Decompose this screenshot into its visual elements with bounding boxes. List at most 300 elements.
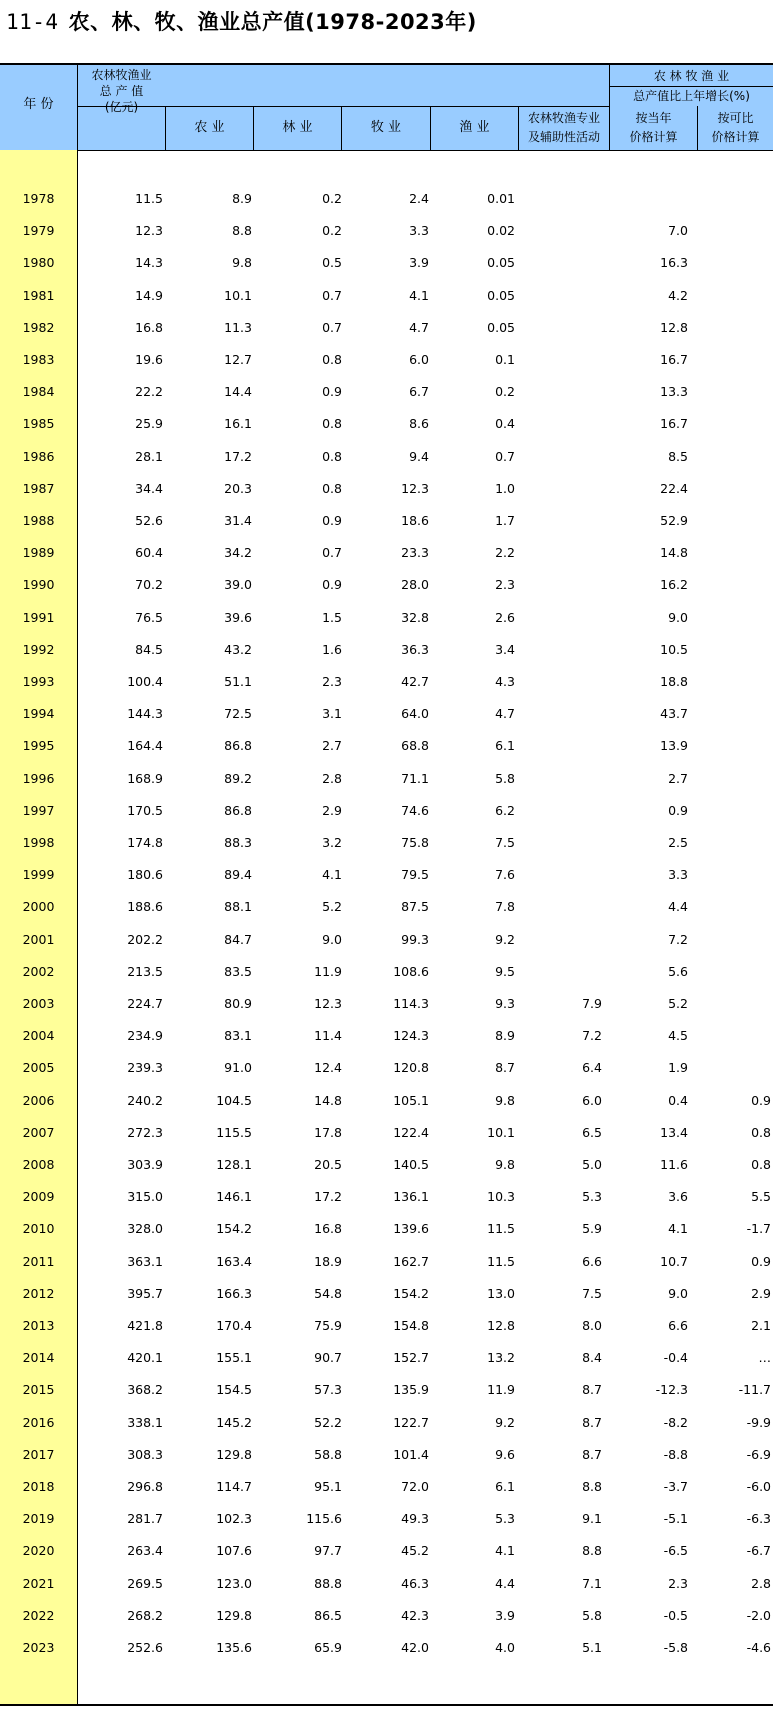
cell-total: 239.3 <box>127 1060 163 1076</box>
cell-serv: 5.0 <box>582 1157 602 1172</box>
cell-agri: 8.8 <box>232 223 252 239</box>
cell-comp: 0.8 <box>751 1124 771 1140</box>
cell-year: 2017 <box>22 1446 55 1462</box>
cell-forest: 3.1 <box>322 706 342 722</box>
table-row <box>0 1570 773 1602</box>
cell-forest: 11.9 <box>314 963 342 979</box>
table-row <box>0 797 773 829</box>
cell-total: 12.3 <box>135 223 163 239</box>
cell-total: 164.4 <box>127 738 163 754</box>
table-row <box>0 314 773 346</box>
cell-year: 2015 <box>22 1382 55 1398</box>
cell-year: 1985 <box>22 416 55 432</box>
cell-agri: 155.1 <box>216 1350 252 1366</box>
cell-year: 2004 <box>22 1028 55 1044</box>
cell-agri: 170.4 <box>216 1318 252 1333</box>
table-row <box>0 1344 773 1376</box>
cell-year: 2014 <box>22 1350 55 1366</box>
cell-curr: -0.5 <box>663 1607 688 1623</box>
cell-curr: 18.8 <box>660 674 688 689</box>
cell-year: 1980 <box>22 255 55 271</box>
cell-agri: 86.8 <box>224 802 252 818</box>
cell-curr: 9.0 <box>668 1285 688 1301</box>
cell-curr: 22.4 <box>660 480 688 496</box>
cell-serv: 5.1 <box>582 1640 602 1655</box>
cell-year: 2001 <box>22 931 55 947</box>
cell-year: 1996 <box>22 770 55 786</box>
table-row <box>0 1441 773 1473</box>
table-row <box>0 636 773 668</box>
cell-year: 2019 <box>22 1511 55 1527</box>
table-row <box>0 1022 773 1054</box>
cell-curr: 13.4 <box>660 1124 688 1140</box>
cell-year: 2022 <box>22 1607 55 1623</box>
table-row <box>0 346 773 378</box>
cell-fish: 12.8 <box>487 1318 515 1333</box>
cell-animal: 74.6 <box>401 802 429 818</box>
cell-agri: 14.4 <box>224 384 252 400</box>
cell-forest: 0.8 <box>322 416 342 432</box>
cell-year: 1997 <box>22 802 55 818</box>
header-forestry: 林 业 <box>282 120 313 135</box>
cell-curr: 4.2 <box>668 287 688 303</box>
cell-curr: -12.3 <box>655 1382 688 1398</box>
cell-animal: 162.7 <box>393 1253 429 1269</box>
cell-forest: 3.2 <box>322 835 342 850</box>
cell-serv: 7.1 <box>582 1575 602 1591</box>
cell-forest: 1.6 <box>322 641 342 657</box>
cell-animal: 42.3 <box>401 1607 429 1623</box>
cell-animal: 135.9 <box>393 1382 429 1398</box>
cell-animal: 49.3 <box>401 1511 429 1527</box>
cell-year: 2002 <box>22 963 55 979</box>
cell-animal: 42.0 <box>401 1640 429 1655</box>
cell-fish: 9.2 <box>495 931 515 947</box>
cell-fish: 11.5 <box>487 1221 515 1237</box>
cell-fish: 0.05 <box>487 319 515 335</box>
cell-curr: -0.4 <box>663 1350 688 1366</box>
cell-agri: 72.5 <box>224 706 252 722</box>
cell-year: 2016 <box>22 1414 55 1430</box>
cell-comp: -2.0 <box>746 1607 771 1623</box>
cell-animal: 108.6 <box>393 963 429 979</box>
cell-animal: 4.1 <box>409 287 429 303</box>
cell-curr: 8.5 <box>668 448 688 464</box>
cell-animal: 3.3 <box>409 223 429 239</box>
cell-fish: 0.05 <box>487 255 515 271</box>
table-row <box>0 571 773 603</box>
cell-agri: 91.0 <box>224 1060 252 1076</box>
cell-total: 19.6 <box>135 352 163 367</box>
cell-total: 28.1 <box>135 448 163 464</box>
cell-curr: 4.4 <box>668 899 688 915</box>
cell-agri: 135.6 <box>216 1640 252 1655</box>
cell-curr: 2.5 <box>668 835 688 850</box>
cell-agri: 102.3 <box>216 1511 252 1527</box>
cell-curr: 7.2 <box>668 931 688 947</box>
table-row <box>0 1537 773 1569</box>
cell-curr: 14.8 <box>660 545 688 561</box>
cell-animal: 154.8 <box>393 1318 429 1333</box>
cell-fish: 6.1 <box>495 738 515 754</box>
cell-fish: 6.2 <box>495 802 515 818</box>
cell-animal: 12.3 <box>401 480 429 496</box>
cell-year: 2018 <box>22 1479 55 1494</box>
cell-total: 168.9 <box>127 770 163 786</box>
table-row <box>0 732 773 764</box>
cell-year: 1978 <box>22 191 55 206</box>
cell-curr: 11.6 <box>660 1157 688 1172</box>
cell-agri: 86.8 <box>224 738 252 754</box>
cell-animal: 136.1 <box>393 1189 429 1205</box>
cell-forest: 5.2 <box>322 899 342 915</box>
cell-total: 328.0 <box>127 1221 163 1237</box>
cell-serv: 8.8 <box>582 1479 602 1494</box>
cell-fish: 9.8 <box>495 1157 515 1172</box>
cell-year: 1979 <box>22 223 55 239</box>
cell-forest: 0.8 <box>322 448 342 464</box>
cell-agri: 51.1 <box>224 674 252 689</box>
cell-agri: 115.5 <box>216 1124 252 1140</box>
cell-curr: 5.6 <box>668 963 688 979</box>
cell-total: 34.4 <box>135 480 163 496</box>
table-row <box>0 443 773 475</box>
cell-fish: 11.5 <box>487 1253 515 1269</box>
cell-agri: 80.9 <box>224 996 252 1011</box>
cell-fish: 2.2 <box>495 545 515 561</box>
table-row <box>0 249 773 281</box>
cell-curr: 6.6 <box>668 1318 688 1333</box>
cell-total: 296.8 <box>127 1479 163 1494</box>
cell-curr: 4.1 <box>668 1221 688 1237</box>
cell-fish: 4.3 <box>495 674 515 689</box>
cell-animal: 114.3 <box>393 996 429 1011</box>
cell-total: 272.3 <box>127 1124 163 1140</box>
cell-total: 188.6 <box>127 899 163 915</box>
cell-agri: 123.0 <box>216 1575 252 1591</box>
table-row <box>0 765 773 797</box>
cell-year: 1982 <box>22 319 55 335</box>
table-row <box>0 1473 773 1505</box>
cell-fish: 0.01 <box>487 191 515 206</box>
cell-forest: 14.8 <box>314 1092 342 1108</box>
cell-total: 234.9 <box>127 1028 163 1044</box>
cell-animal: 122.4 <box>393 1124 429 1140</box>
cell-fish: 9.3 <box>495 996 515 1011</box>
table-row <box>0 829 773 861</box>
cell-total: 420.1 <box>127 1350 163 1366</box>
header-growth: 农 林 牧 渔 业 总产值比上年增长(%) <box>633 69 750 103</box>
cell-fish: 7.5 <box>495 835 515 850</box>
cell-curr: -5.8 <box>663 1640 688 1655</box>
cell-agri: 20.3 <box>224 480 252 496</box>
cell-total: 70.2 <box>135 577 163 593</box>
cell-fish: 3.4 <box>495 641 515 657</box>
cell-forest: 2.8 <box>322 770 342 786</box>
cell-animal: 3.9 <box>409 255 429 271</box>
cell-serv: 8.7 <box>582 1446 602 1462</box>
cell-curr: 0.9 <box>668 802 688 818</box>
cell-animal: 6.0 <box>409 352 429 367</box>
cell-fish: 7.8 <box>495 899 515 915</box>
cell-fish: 2.3 <box>495 577 515 593</box>
cell-total: 202.2 <box>127 931 163 947</box>
cell-comp: 0.9 <box>751 1253 771 1269</box>
cell-total: 11.5 <box>135 191 163 206</box>
cell-agri: 34.2 <box>224 545 252 561</box>
cell-curr: 13.9 <box>660 738 688 754</box>
cell-curr: 3.6 <box>668 1189 688 1205</box>
cell-total: 240.2 <box>127 1092 163 1108</box>
cell-animal: 28.0 <box>401 577 429 593</box>
cell-total: 269.5 <box>127 1575 163 1591</box>
cell-animal: 139.6 <box>393 1221 429 1237</box>
table-row <box>0 410 773 442</box>
cell-forest: 12.3 <box>314 996 342 1011</box>
cell-animal: 2.4 <box>409 191 429 206</box>
cell-comp: 2.8 <box>751 1575 771 1591</box>
cell-agri: 12.7 <box>224 352 252 367</box>
cell-animal: 6.7 <box>409 384 429 400</box>
cell-animal: 87.5 <box>401 899 429 915</box>
cell-total: 60.4 <box>135 545 163 561</box>
cell-agri: 128.1 <box>216 1157 252 1172</box>
cell-forest: 20.5 <box>314 1157 342 1172</box>
table-row <box>0 507 773 539</box>
cell-curr: 16.7 <box>660 416 688 432</box>
cell-fish: 9.6 <box>495 1446 515 1462</box>
table-row <box>0 926 773 958</box>
table-row <box>0 1312 773 1344</box>
cell-fish: 4.0 <box>495 1640 515 1655</box>
cell-total: 170.5 <box>127 802 163 818</box>
cell-year: 2007 <box>22 1124 55 1140</box>
cell-fish: 4.7 <box>495 706 515 722</box>
cell-forest: 9.0 <box>322 931 342 947</box>
cell-agri: 8.9 <box>232 191 252 206</box>
cell-curr: 10.7 <box>660 1253 688 1269</box>
cell-agri: 16.1 <box>224 416 252 432</box>
table-bottom-rule <box>0 1704 773 1706</box>
cell-forest: 17.2 <box>314 1189 342 1205</box>
cell-serv: 6.6 <box>582 1253 602 1269</box>
cell-fish: 13.2 <box>487 1350 515 1366</box>
cell-agri: 154.5 <box>216 1382 252 1398</box>
cell-serv: 5.8 <box>582 1607 602 1623</box>
table-row <box>0 1215 773 1247</box>
cell-year: 1986 <box>22 448 55 464</box>
table-row <box>0 1119 773 1151</box>
cell-forest: 95.1 <box>314 1479 342 1494</box>
cell-agri: 114.7 <box>216 1479 252 1494</box>
cell-curr: 2.7 <box>668 770 688 786</box>
cell-curr: 9.0 <box>668 609 688 625</box>
cell-year: 1987 <box>22 480 55 496</box>
cell-year: 1989 <box>22 545 55 561</box>
table-row <box>0 1634 773 1666</box>
table-row <box>0 378 773 410</box>
header-bottom-rule <box>0 150 773 151</box>
cell-fish: 0.2 <box>495 384 515 400</box>
cell-fish: 7.6 <box>495 867 515 883</box>
cell-agri: 88.1 <box>224 899 252 915</box>
cell-animal: 140.5 <box>393 1157 429 1172</box>
cell-forest: 57.3 <box>314 1382 342 1398</box>
cell-year: 2020 <box>22 1543 55 1559</box>
cell-forest: 0.8 <box>322 352 342 367</box>
cell-curr: -8.8 <box>663 1446 688 1462</box>
cell-fish: 0.02 <box>487 223 515 239</box>
cell-forest: 90.7 <box>314 1350 342 1366</box>
cell-forest: 17.8 <box>314 1124 342 1140</box>
cell-curr: 4.5 <box>668 1028 688 1044</box>
cell-year: 1991 <box>22 609 55 625</box>
page-title <box>6 6 477 36</box>
cell-comp: -11.7 <box>738 1382 771 1398</box>
table-row <box>0 1602 773 1634</box>
cell-total: 315.0 <box>127 1189 163 1205</box>
cell-year: 1999 <box>22 867 55 883</box>
cell-curr: 10.5 <box>660 641 688 657</box>
cell-animal: 72.0 <box>401 1479 429 1494</box>
cell-fish: 13.0 <box>487 1285 515 1301</box>
cell-curr: -6.5 <box>663 1543 688 1559</box>
cell-curr: 12.8 <box>660 319 688 335</box>
cell-curr: 3.3 <box>668 867 688 883</box>
cell-agri: 39.6 <box>224 609 252 625</box>
cell-comp: 0.9 <box>751 1092 771 1108</box>
cell-animal: 75.8 <box>401 835 429 850</box>
cell-forest: 0.9 <box>322 577 342 593</box>
cell-total: 22.2 <box>135 384 163 400</box>
cell-forest: 18.9 <box>314 1253 342 1269</box>
cell-curr: 0.4 <box>668 1092 688 1108</box>
cell-total: 263.4 <box>127 1543 163 1559</box>
cell-fish: 2.6 <box>495 609 515 625</box>
cell-animal: 124.3 <box>393 1028 429 1044</box>
cell-fish: 9.8 <box>495 1092 515 1108</box>
cell-total: 14.9 <box>135 287 163 303</box>
cell-forest: 2.3 <box>322 674 342 689</box>
cell-agri: 129.8 <box>216 1446 252 1462</box>
cell-forest: 54.8 <box>314 1285 342 1301</box>
cell-animal: 120.8 <box>393 1060 429 1076</box>
cell-year: 2010 <box>22 1221 55 1237</box>
cell-agri: 43.2 <box>224 641 252 657</box>
cell-fish: 1.0 <box>495 480 515 496</box>
cell-agri: 129.8 <box>216 1607 252 1623</box>
table-row <box>0 1280 773 1312</box>
cell-year: 1984 <box>22 384 55 400</box>
cell-curr: 5.2 <box>668 996 688 1011</box>
cell-forest: 2.7 <box>322 738 342 754</box>
cell-fish: 4.1 <box>495 1543 515 1559</box>
cell-serv: 7.5 <box>582 1285 602 1301</box>
cell-animal: 68.8 <box>401 738 429 754</box>
cell-forest: 0.2 <box>322 223 342 239</box>
cell-forest: 2.9 <box>322 802 342 818</box>
cell-forest: 86.5 <box>314 1607 342 1623</box>
cell-total: 100.4 <box>127 674 163 689</box>
cell-agri: 104.5 <box>216 1092 252 1108</box>
cell-curr: 2.3 <box>668 1575 688 1591</box>
cell-agri: 89.4 <box>224 867 252 883</box>
cell-fish: 1.7 <box>495 513 515 528</box>
cell-curr: 13.3 <box>660 384 688 400</box>
cell-forest: 12.4 <box>314 1060 342 1076</box>
cell-agri: 11.3 <box>224 319 252 335</box>
cell-agri: 83.1 <box>224 1028 252 1044</box>
cell-agri: 84.7 <box>224 931 252 947</box>
cell-curr: 43.7 <box>660 706 688 722</box>
cell-comp: 2.1 <box>751 1318 771 1333</box>
cell-total: 25.9 <box>135 416 163 432</box>
cell-agri: 83.5 <box>224 963 252 979</box>
cell-total: 84.5 <box>135 641 163 657</box>
cell-total: 303.9 <box>127 1157 163 1172</box>
cell-curr: 7.0 <box>668 223 688 239</box>
cell-total: 174.8 <box>127 835 163 850</box>
cell-fish: 0.4 <box>495 416 515 432</box>
cell-fish: 5.8 <box>495 770 515 786</box>
cell-total: 281.7 <box>127 1511 163 1527</box>
cell-year: 2012 <box>22 1285 55 1301</box>
cell-forest: 0.7 <box>322 545 342 561</box>
table-row <box>0 185 773 217</box>
cell-agri: 166.3 <box>216 1285 252 1301</box>
cell-forest: 0.7 <box>322 319 342 335</box>
table-row <box>0 1151 773 1183</box>
cell-agri: 107.6 <box>216 1543 252 1559</box>
cell-comp: -6.9 <box>746 1446 771 1462</box>
cell-serv: 6.4 <box>582 1060 602 1076</box>
cell-fish: 9.2 <box>495 1414 515 1430</box>
cell-curr: 16.2 <box>660 577 688 593</box>
table-row <box>0 604 773 636</box>
cell-total: 252.6 <box>127 1640 163 1655</box>
cell-year: 2008 <box>22 1157 55 1172</box>
table-row <box>0 217 773 249</box>
cell-serv: 8.8 <box>582 1543 602 1559</box>
cell-fish: 3.9 <box>495 1607 515 1623</box>
cell-animal: 99.3 <box>401 931 429 947</box>
header-comparable-price: 按可比 价格计算 <box>711 111 760 144</box>
cell-agri: 88.3 <box>224 835 252 850</box>
cell-fish: 6.1 <box>495 1479 515 1494</box>
cell-year: 2013 <box>22 1318 55 1333</box>
cell-animal: 105.1 <box>393 1092 429 1108</box>
cell-fish: 9.5 <box>495 963 515 979</box>
table-row <box>0 700 773 732</box>
cell-comp: -4.6 <box>746 1640 771 1655</box>
cell-total: 338.1 <box>127 1414 163 1430</box>
header-year: 年 份 <box>23 97 54 112</box>
cell-total: 213.5 <box>127 963 163 979</box>
cell-animal: 45.2 <box>401 1543 429 1559</box>
cell-animal: 101.4 <box>393 1446 429 1462</box>
cell-agri: 89.2 <box>224 770 252 786</box>
table-row <box>0 990 773 1022</box>
cell-total: 363.1 <box>127 1253 163 1269</box>
cell-animal: 152.7 <box>393 1350 429 1366</box>
cell-agri: 31.4 <box>224 513 252 528</box>
cell-curr: 16.3 <box>660 255 688 271</box>
cell-year: 2006 <box>22 1092 55 1108</box>
cell-fish: 8.7 <box>495 1060 515 1076</box>
header-agriculture: 农 业 <box>194 120 225 135</box>
table-row <box>0 475 773 507</box>
cell-year: 2005 <box>22 1060 55 1076</box>
